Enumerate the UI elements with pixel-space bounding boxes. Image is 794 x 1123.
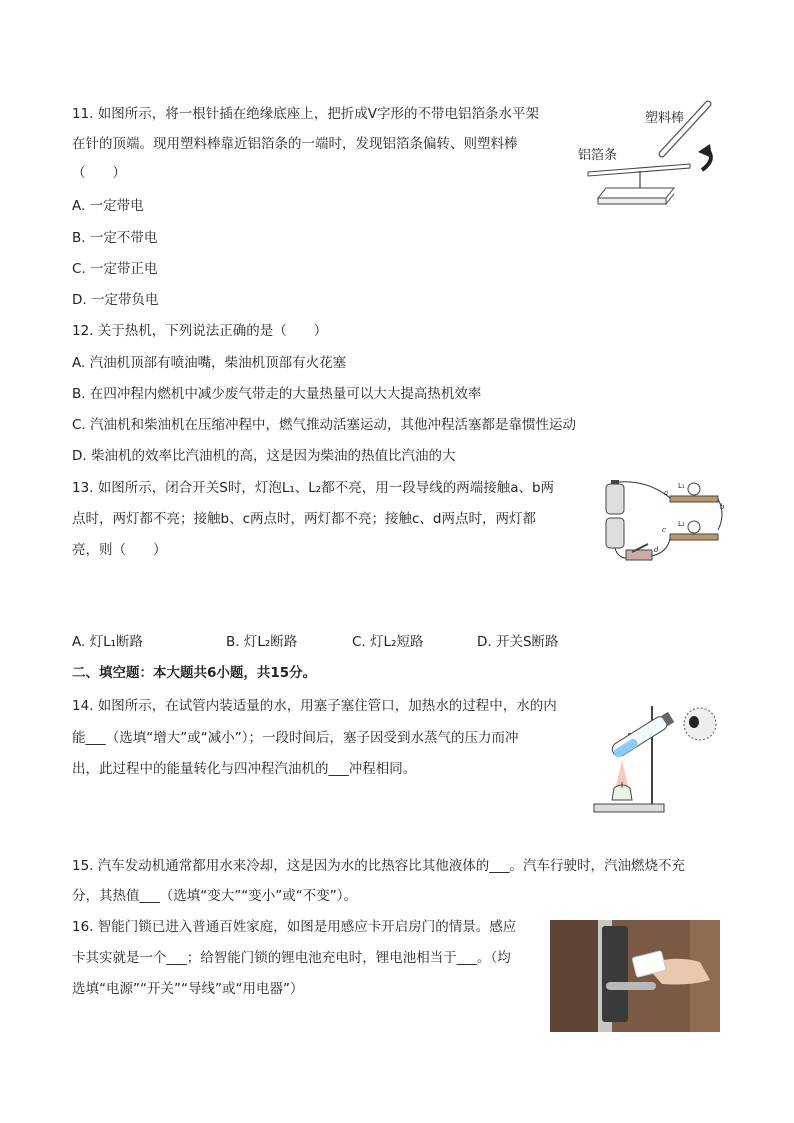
q12-option-c: C. 汽油机和柴油机在压缩冲程中，燃气推动活塞运动，其他冲程活塞都是靠惯性运动 <box>72 417 577 433</box>
steam-cloud <box>684 708 716 740</box>
test-tube <box>610 711 675 759</box>
q11-foil-figure <box>570 96 730 216</box>
q15-stem-line1: 15. 汽车发动机通常都用水来冷却，这是因为水的比热容比其他液体的___。汽车行驶时，汽油燃烧不充 <box>72 858 686 874</box>
battery-bottom <box>606 518 624 548</box>
q11-stem-line1: 11. 如图所示，将一根针插在绝缘底座上，把折成V字形的不带电铝箔条水平架 <box>72 106 539 122</box>
insulating-base <box>598 188 674 198</box>
q13-stem-line2: 点时，两灯都不亮；接触b、c两点时，两灯都不亮；接触c、d两点时，两灯都 <box>72 511 536 527</box>
battery-top <box>606 484 624 514</box>
q14-stem-line2: 能___（选填“增大”或“减小”）；一段时间后，塞子因受到水蒸气的压力而冲 <box>72 730 519 746</box>
q16-stem-line3: 选填“电源”“开关”“导线”或“用电器”） <box>72 981 304 997</box>
q14-stem-line3: 出，此过程中的能量转化与四冲程汽油机的___冲程相同。 <box>72 761 417 777</box>
q13-option-c: C. 灯L₂短路 <box>352 634 424 650</box>
q11-option-a: A. 一定带电 <box>72 198 144 214</box>
q14-test-tube-figure <box>588 700 728 818</box>
q14-stem-line1: 14. 如图所示，在试管内装适量的水，用塞子塞住管口，加热水的过程中，水的内 <box>72 698 557 714</box>
aluminum-foil-strip <box>588 164 690 176</box>
l2-label: L₂ <box>678 520 685 528</box>
q11-option-b: B. 一定不带电 <box>72 230 158 246</box>
q12-option-a: A. 汽油机顶部有喷油嘴，柴油机顶部有火花塞 <box>72 355 347 371</box>
q16-stem-line2: 卡其实就是一个___；给智能门锁的锂电池充电时，锂电池相当于___。（均 <box>72 950 511 966</box>
point-d-label: d <box>654 546 659 554</box>
q13-option-b: B. 灯L₂断路 <box>226 634 298 650</box>
q15-stem-line2: 分，其热值___（选填“变大”“变小”或“不变”）。 <box>72 888 357 904</box>
q11-option-c: C. 一定带正电 <box>72 261 158 277</box>
q16-stem-line1: 16. 智能门锁已进入普通百姓家庭，如图是用感应卡开启房门的情景。感应 <box>72 919 517 935</box>
q11-stem-line2: 在针的顶端。现用塑料棒靠近铝箔条的一端时，发现铝箔条偏转、则塑料棒 <box>72 136 518 152</box>
stopper <box>689 716 699 728</box>
rod-label: 塑料棒 <box>645 111 685 126</box>
q11-option-d: D. 一定带负电 <box>72 292 159 308</box>
point-b-label: b <box>720 503 725 511</box>
smart-lock-panel <box>602 926 628 1022</box>
bulb-l2-icon <box>688 521 700 533</box>
point-a-label: a <box>664 489 669 497</box>
q12-option-b: B. 在四冲程内燃机中减少废气带走的大量热量可以大大提高热机效率 <box>72 386 482 402</box>
q12-stem: 12. 关于热机，下列说法正确的是（ ） <box>72 323 328 339</box>
bulb-l1-icon <box>688 483 700 495</box>
bulb-l1-base <box>670 496 718 502</box>
point-c-label: c <box>662 526 666 534</box>
foil-label: 铝箔条 <box>578 148 618 163</box>
q13-stem-line1: 13. 如图所示，闭合开关S时，灯泡L₁、L₂都不亮，用一段导线的两端接触a、b两 <box>72 480 555 496</box>
q16-door-lock-photo <box>550 920 720 1032</box>
q13-option-a: A. 灯L₁断路 <box>72 634 144 650</box>
q12-option-d: D. 柴油机的效率比汽油机的高，这是因为柴油的热值比汽油的大 <box>72 448 456 464</box>
q13-option-d: D. 开关S断路 <box>477 634 559 650</box>
q11-stem-line3: （ ） <box>72 165 126 181</box>
door-handle <box>606 982 656 990</box>
l1-label: L₁ <box>678 482 685 490</box>
bulb-l2-base <box>670 534 718 540</box>
section-2-heading: 二、填空题：本大题共6小题，共15分。 <box>72 665 317 681</box>
q13-stem-line3: 亮，则（ ） <box>72 542 167 558</box>
switch-s <box>626 550 652 560</box>
stand-base <box>594 804 664 812</box>
q13-circuit-figure <box>598 478 728 570</box>
